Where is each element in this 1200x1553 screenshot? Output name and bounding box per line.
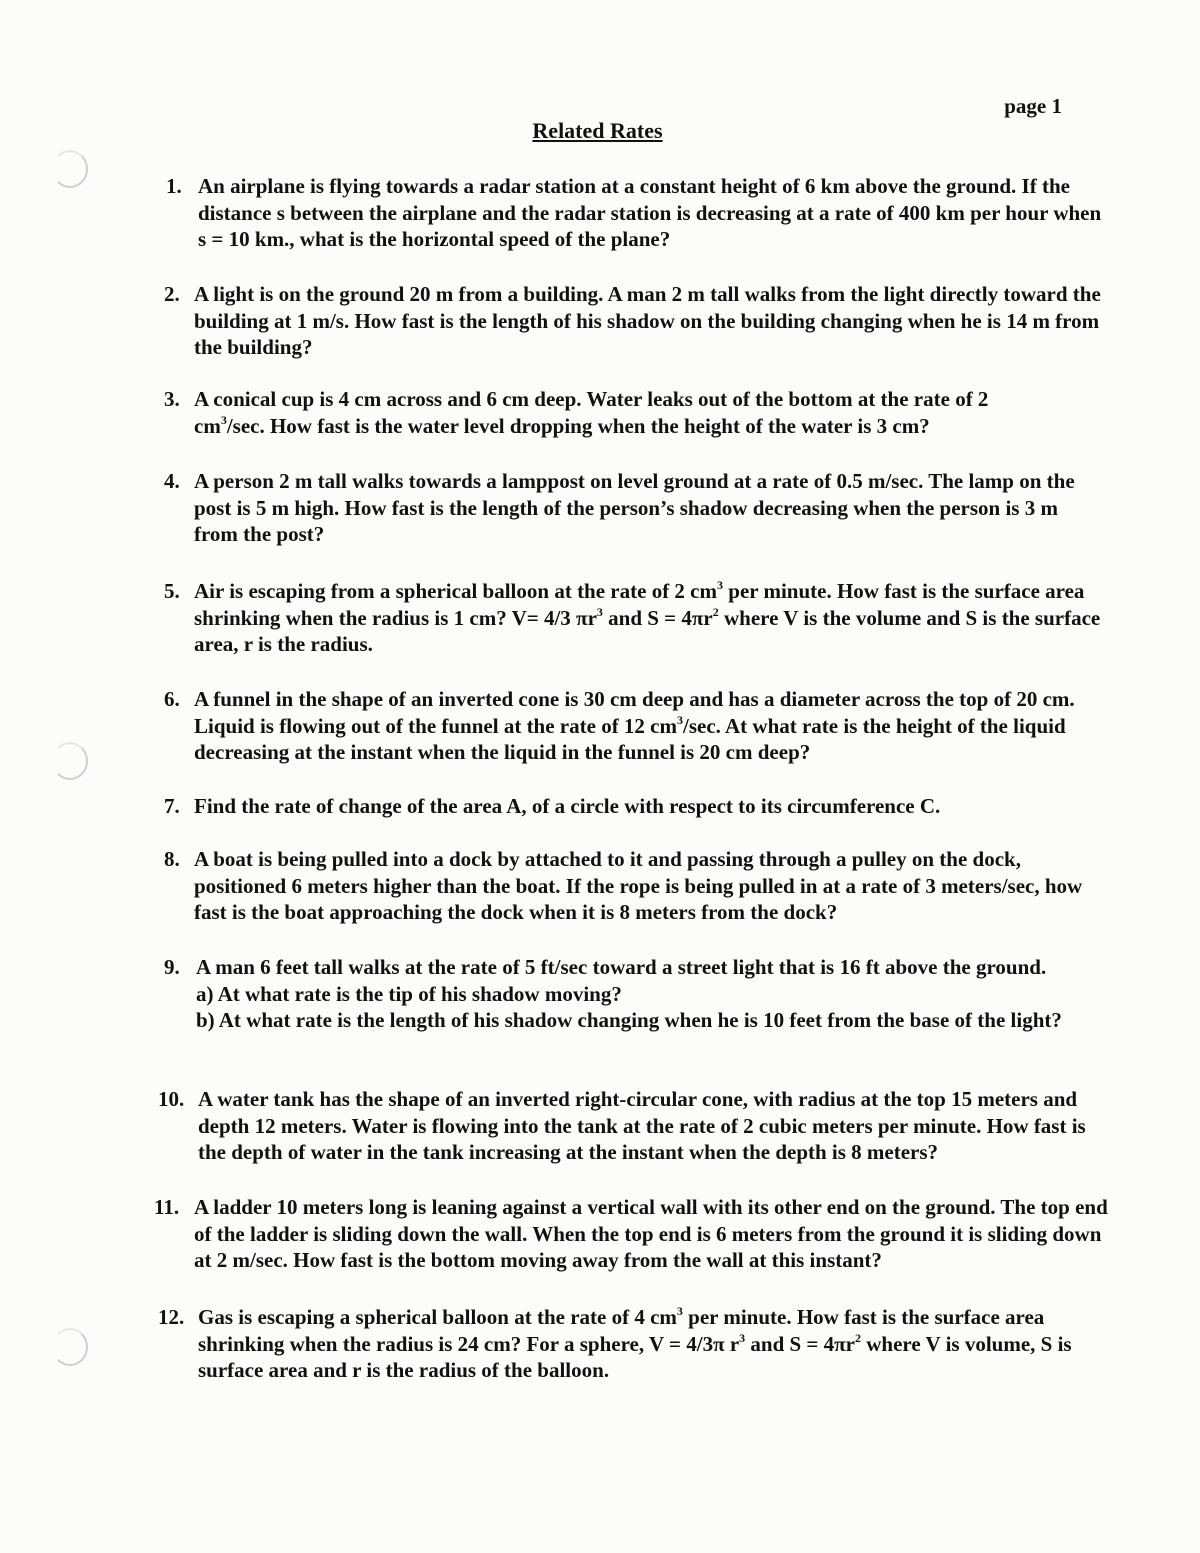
- problem-3: [164, 386, 1034, 439]
- problem-number: 12.: [158, 1305, 185, 1329]
- problem-text: A water tank has the shape of an inverted right-circular cone, with radius at the top 15 meters and depth 12 meters. Water is flowing into the tank at the rate of 2 cubic meters per minute. How fast is the depth of water in the tank increasing at the instant when the depth is 8 meters?: [198, 1087, 1086, 1164]
- problem-text: A boat is being pulled into a dock by attached to it and passing through a pulley on the dock, positioned 6 meters higher than the boat. If the rope is being pulled in at a rate of 3 meters/sec, how fast is the boat approaching the dock when it is 8 meters from the dock?: [194, 847, 1083, 924]
- problem-number: 6.: [164, 687, 180, 711]
- binder-hole-top: [52, 150, 88, 188]
- problem-number: 9.: [164, 955, 180, 979]
- problem-number: 1.: [166, 174, 182, 198]
- problem-text: An airplane is flying towards a radar station at a constant height of 6 km above the ground. If the distance s between the airplane and the radar station is decreasing at a rate of 400 km per hour when s = 10 km., what is the horizontal speed of the plane?: [198, 174, 1102, 251]
- problem-text: A conical cup is 4 cm across and 6 cm deep. Water leaks out of the bottom at the rate of 2 $cm^3/\sec$. How fast is the water level dropping when the height of the water is 3 cm?: [194, 387, 989, 438]
- problem-9-part-a: a) At what rate is the tip of his shadow moving?: [196, 981, 622, 1006]
- problem-6: [164, 686, 1108, 766]
- problem-number: 3.: [164, 387, 180, 411]
- problem-text: Air is escaping from a spherical balloon at the rate of 2 $cm^3$ per minute. How fast is the surface area shrinking when the radius is 1 cm? V= 4/3 $\pi r^3$ and $S = 4\pi r^2$ where V is the volume and S is the surface area, r is the radius.: [194, 578, 1101, 656]
- problem-number: 4.: [164, 469, 180, 493]
- problem-number: 7.: [164, 794, 180, 818]
- problem-5: [164, 578, 1102, 658]
- problem-number: 5.: [164, 579, 180, 603]
- problem-text: A funnel in the shape of an inverted cone is 30 cm deep and has a diameter across the top of 20 cm. Liquid is flowing out of the funnel at the rate of 12 $cm^3/\sec$. At what rate is the height of the liquid decreasing at the instant when the liquid in the funnel is 20 cm deep?: [194, 687, 1075, 764]
- problem-text: A light is on the ground 20 m from a building. A man 2 m tall walks from the light directly toward the building at 1 m/s. How fast is the length of his shadow on the building changing when he is 14 m from the building?: [194, 282, 1101, 359]
- problem-10: [158, 1086, 1108, 1166]
- problem-number: 11.: [154, 1195, 180, 1219]
- problem-number: 2.: [164, 282, 180, 306]
- problem-text: A man 6 feet tall walks at the rate of 5 ft/sec toward a street light that is 16 ft above the ground.: [196, 955, 1047, 979]
- problem-text: Find the rate of change of the area A, of a circle with respect to its circumference C.: [194, 794, 941, 818]
- binder-hole-middle: [52, 742, 88, 780]
- problem-9: [164, 954, 1120, 1034]
- problem-4: [164, 468, 1098, 548]
- problem-2: [164, 281, 1110, 361]
- binder-hole-bottom: [52, 1328, 88, 1366]
- problem-9-part-b: b) At what rate is the length of his shadow changing when he is 10 feet from the base of the light?: [196, 1008, 1062, 1032]
- problem-text: A ladder 10 meters long is leaning against a vertical wall with its other end on the ground. The top end of the ladder is sliding down the wall. When the top end is 6 meters from the ground it is sliding down at 2 m/sec. How fast is the bottom moving away from the wall at this instant?: [194, 1195, 1108, 1272]
- problem-number: 10.: [158, 1087, 185, 1111]
- problem-text: A person 2 m tall walks towards a lamppost on level ground at a rate of 0.5 m/sec. The lamp on the post is 5 m high. How fast is the length of the person’s shadow decreasing when the person is 3 m from the post?: [194, 469, 1075, 546]
- problem-11: [154, 1194, 1110, 1274]
- problem-number: 8.: [164, 847, 180, 871]
- problem-7: [164, 793, 1108, 820]
- page-number: page 1: [1004, 94, 1062, 118]
- problem-text: Gas is escaping a spherical balloon at the rate of 4 $cm^3$ per minute. How fast is the surface area shrinking when the radius is 24 cm? For a sphere, V = 4/3π $r^3$ and $S = 4\pi r^2$ where V is volume, S is surface area and r is the radius of the balloon.: [198, 1304, 1072, 1382]
- problem-1: [166, 173, 1112, 253]
- problem-8: [164, 846, 1108, 926]
- problem-12: [158, 1304, 1108, 1384]
- page-title: Related Rates: [532, 118, 663, 143]
